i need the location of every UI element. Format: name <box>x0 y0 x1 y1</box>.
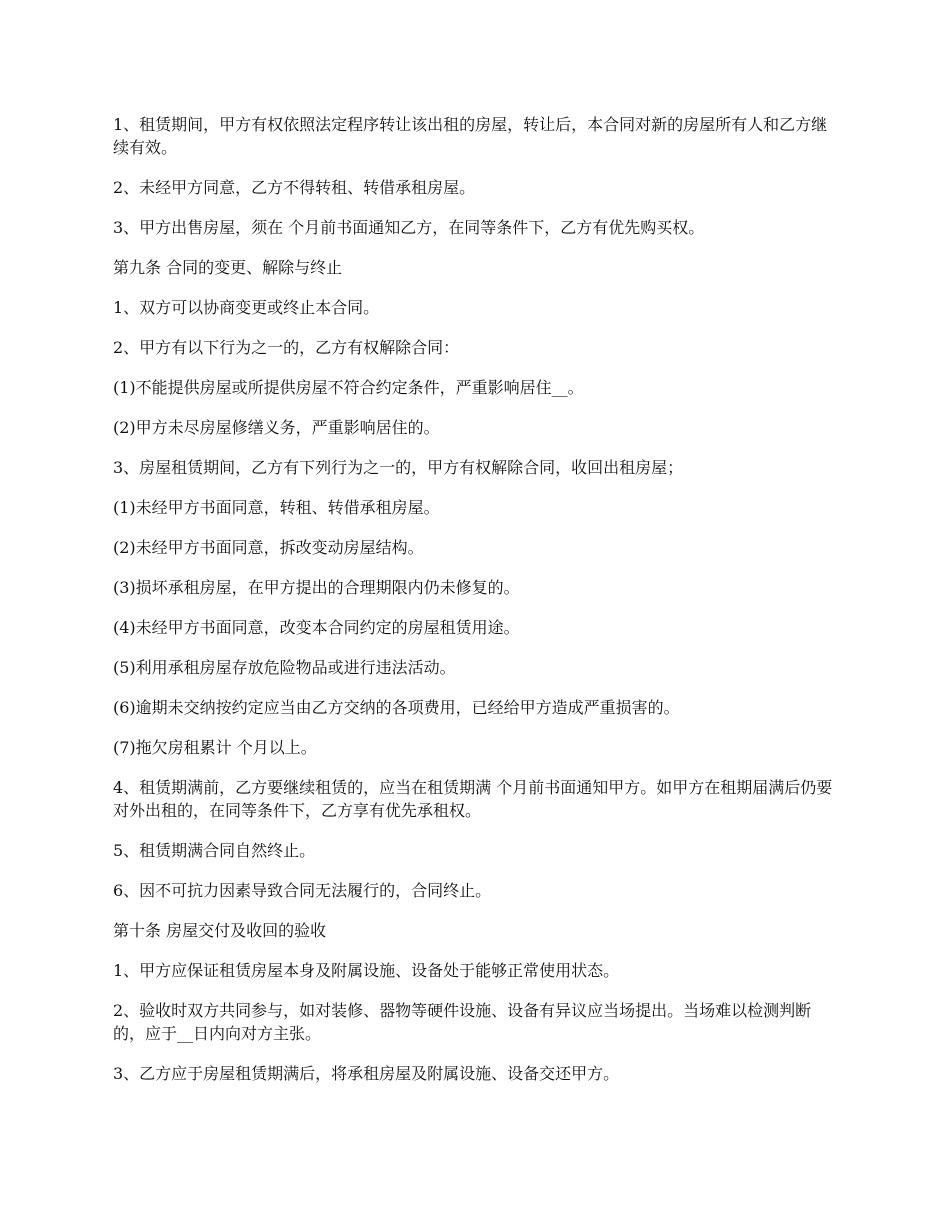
paragraph: (1)不能提供房屋或所提供房屋不符合约定条件，严重影响居住__。 <box>113 378 584 397</box>
paragraph: 3、甲方出售房屋，须在 个月前书面通知乙方，在同等条件下，乙方有优先购买权。 <box>113 218 705 237</box>
paragraph: 5、租赁期满合同自然终止。 <box>113 841 316 860</box>
paragraph: 2、甲方有以下行为之一的，乙方有权解除合同： <box>113 338 460 357</box>
paragraph: (2)未经甲方书面同意，拆改变动房屋结构。 <box>113 538 424 557</box>
paragraph: 1、甲方应保证租赁房屋本身及附属设施、设备处于能够正常使用状态。 <box>113 961 620 980</box>
paragraph: (2)甲方未尽房屋修缮义务，严重影响居住的。 <box>113 418 440 437</box>
paragraph: 3、乙方应于房屋租赁期满后，将承租房屋及附属设施、设备交还甲方。 <box>113 1064 620 1083</box>
paragraph: (3)损坏承租房屋，在甲方提出的合理期限内仍未修复的。 <box>113 578 520 597</box>
paragraph: 1、租赁期间，甲方有权依照法定程序转让该出租的房屋，转让后，本合同对新的房屋所有人和乙方继续有效。 <box>113 115 828 157</box>
paragraph: 2、验收时双方共同参与，如对装修、器物等硬件设施、设备有异议应当场提出。当场难以检测判断的，应于__日内向对方主张。 <box>113 1001 812 1043</box>
paragraph: 6、因不可抗力因素导致合同无法履行的，合同终止。 <box>113 881 492 900</box>
paragraph: 4、租赁期满前，乙方要继续租赁的，应当在租赁期满 个月前书面通知甲方。如甲方在租期届满后仍要对外出租的，在同等条件下，乙方享有优先承租权。 <box>113 778 833 820</box>
paragraph: 2、未经甲方同意，乙方不得转租、转借承租房屋。 <box>113 178 476 197</box>
paragraph: (5)利用承租房屋存放危险物品或进行违法活动。 <box>113 658 456 677</box>
document-body <box>113 113 838 1102</box>
paragraph: (6)逾期未交纳按约定应当由乙方交纳的各项费用，已经给甲方造成严重损害的。 <box>113 698 680 717</box>
section-heading: 第十条 房屋交付及收回的验收 <box>113 921 327 940</box>
paragraph: (7)拖欠房租累计 个月以上。 <box>113 738 317 757</box>
paragraph: 3、房屋租赁期间，乙方有下列行为之一的，甲方有权解除合同，收回出租房屋； <box>113 458 684 477</box>
paragraph: 1、双方可以协商变更或终止本合同。 <box>113 298 380 317</box>
paragraph: (1)未经甲方书面同意，转租、转借承租房屋。 <box>113 498 440 517</box>
paragraph: (4)未经甲方书面同意，改变本合同约定的房屋租赁用途。 <box>113 618 520 637</box>
section-heading: 第九条 合同的变更、解除与终止 <box>113 258 343 277</box>
